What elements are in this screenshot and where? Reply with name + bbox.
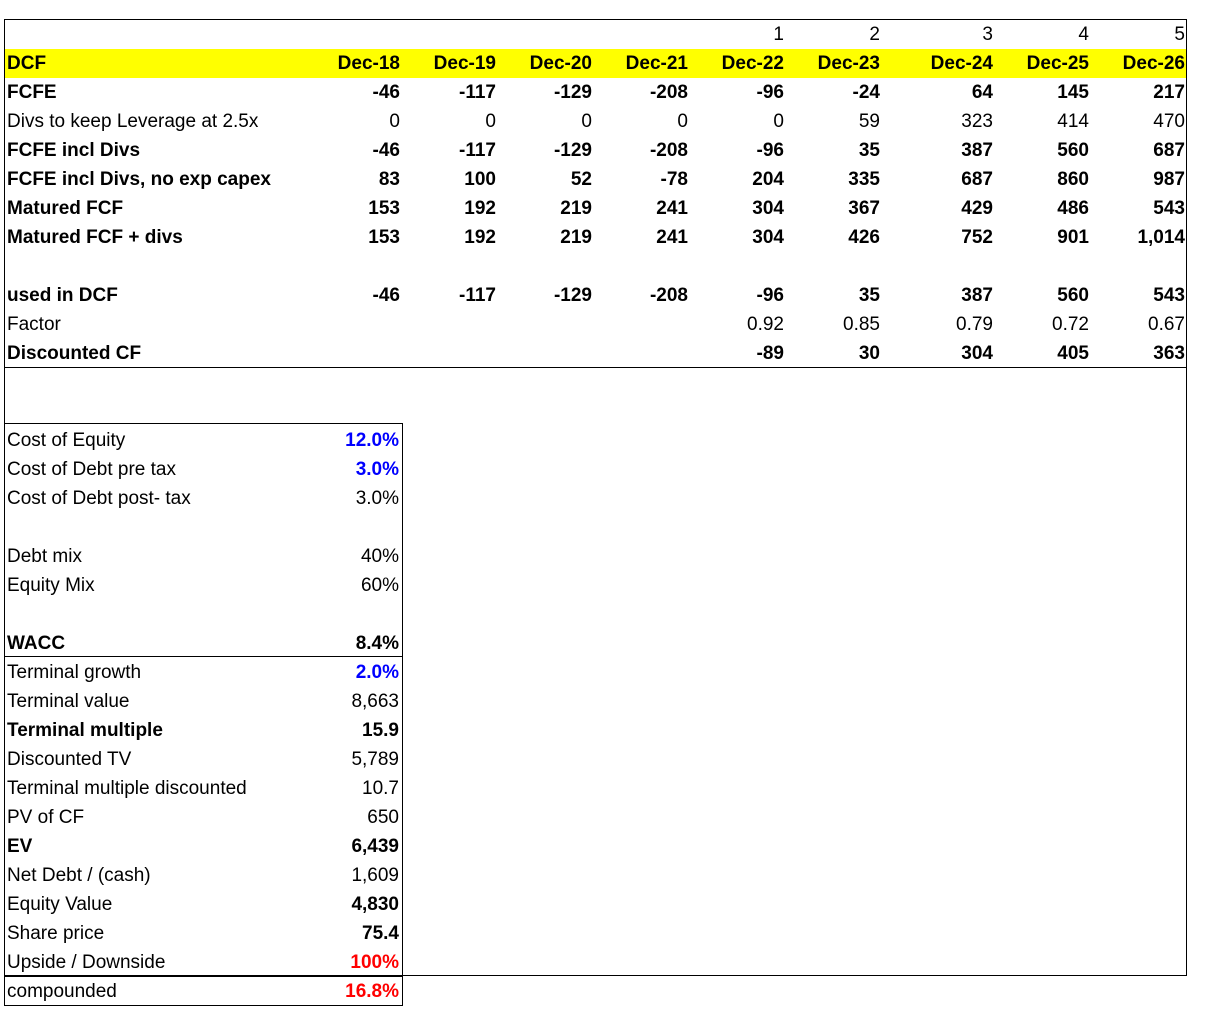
assumption-row	[5, 687, 402, 716]
cell-value: 987	[1153, 169, 1185, 190]
cell-value: 83	[378, 169, 400, 190]
dcf-row	[5, 78, 1186, 107]
cell-value: 0	[389, 111, 400, 132]
assumption-label: Equity Mix	[7, 575, 95, 596]
assumption-label: EV	[7, 836, 33, 857]
row-label: used in DCF	[7, 285, 118, 306]
row-label: Divs to keep Leverage at 2.5x	[7, 111, 259, 132]
cell-value: -208	[649, 285, 688, 306]
row-label: Discounted CF	[7, 343, 142, 364]
cell-value: 426	[848, 227, 880, 248]
period-number: 1	[773, 24, 784, 45]
cell-value: 560	[1057, 285, 1089, 306]
cell-value: 405	[1057, 343, 1089, 364]
assumption-row	[5, 861, 402, 890]
assumption-label: Terminal multiple	[7, 720, 163, 741]
dcf-row	[5, 107, 1186, 136]
dcf-header-row	[5, 49, 1186, 78]
period-number: 2	[869, 24, 880, 45]
cell-value: 687	[1153, 140, 1185, 161]
cell-value: -96	[756, 140, 784, 161]
cell-value: 486	[1057, 198, 1089, 219]
cell-value: -117	[459, 285, 496, 306]
assumption-value: 5,789	[351, 749, 399, 770]
assumption-value: 3.0%	[355, 488, 399, 509]
cell-value: 59	[858, 111, 880, 132]
cell-value: 304	[961, 343, 993, 364]
cell-value: 192	[464, 227, 496, 248]
cell-value: 0	[677, 111, 688, 132]
assumption-row	[5, 513, 402, 542]
dcf-row	[5, 223, 1186, 252]
assumption-label: Share price	[7, 923, 105, 944]
assumption-row	[5, 426, 402, 455]
assumption-value: 40%	[360, 546, 399, 567]
assumption-value: 4,830	[351, 894, 399, 915]
cell-value: -117	[459, 82, 496, 103]
cell-value: 304	[752, 198, 784, 219]
cell-value: -208	[649, 82, 688, 103]
assumption-row	[5, 542, 402, 571]
cell-value: 219	[560, 227, 592, 248]
column-header: Dec-20	[529, 53, 592, 74]
assumption-row	[5, 977, 402, 1006]
dcf-row	[5, 310, 1186, 339]
cell-value: -208	[649, 140, 688, 161]
column-header: Dec-21	[625, 53, 688, 74]
assumption-row	[5, 832, 402, 861]
cell-value: 0.67	[1148, 314, 1185, 335]
assumption-row	[5, 716, 402, 745]
cell-value: 35	[858, 140, 880, 161]
column-header: Dec-22	[721, 53, 784, 74]
cell-value: 241	[656, 198, 688, 219]
cell-value: 470	[1153, 111, 1185, 132]
cell-value: 0.92	[747, 314, 784, 335]
dcf-row	[5, 252, 1186, 281]
dcf-row	[5, 136, 1186, 165]
period-number: 3	[982, 24, 993, 45]
assumption-row	[5, 803, 402, 832]
assumption-value: 10.7	[362, 778, 399, 799]
assumption-row	[5, 629, 402, 658]
cell-value: 204	[752, 169, 784, 190]
cell-value: 100	[464, 169, 496, 190]
assumption-label: Terminal multiple discounted	[7, 778, 247, 799]
cell-value: -96	[756, 82, 784, 103]
assumption-row	[5, 455, 402, 484]
cell-value: 429	[961, 198, 993, 219]
cell-value: 35	[858, 285, 880, 306]
assumption-value: 3.0%	[355, 459, 399, 480]
assumption-value: 8,663	[351, 691, 399, 712]
assumption-label: Equity Value	[7, 894, 113, 915]
period-number: 5	[1174, 24, 1185, 45]
cell-value: 153	[368, 198, 400, 219]
assumption-label: Terminal growth	[7, 662, 142, 683]
period-number-row	[5, 20, 1186, 49]
cell-value: -129	[553, 82, 592, 103]
column-header: Dec-19	[433, 53, 496, 74]
cell-value: 64	[971, 82, 993, 103]
assumption-label: PV of CF	[7, 807, 85, 828]
assumption-value: 1,609	[351, 865, 399, 886]
dcf-row	[5, 194, 1186, 223]
cell-value: 387	[961, 285, 993, 306]
cell-value: 752	[961, 227, 993, 248]
assumption-label: Discounted TV	[7, 749, 132, 770]
cell-value: 335	[848, 169, 880, 190]
cell-value: -129	[553, 285, 592, 306]
assumption-value: 16.8%	[345, 981, 399, 1002]
cell-value: -46	[372, 140, 400, 161]
cell-value: 217	[1153, 82, 1185, 103]
cell-value: 0.72	[1052, 314, 1089, 335]
cell-value: -24	[852, 82, 880, 103]
cell-value: 560	[1057, 140, 1089, 161]
assumption-value: 60%	[360, 575, 399, 596]
row-label: Matured FCF + divs	[7, 227, 183, 248]
assumption-row	[5, 774, 402, 803]
period-number: 4	[1078, 24, 1089, 45]
assumption-label: compounded	[7, 981, 117, 1002]
assumption-value: 100%	[350, 952, 399, 973]
row-label: FCFE	[7, 82, 57, 103]
cell-value: 860	[1057, 169, 1089, 190]
dcf-row	[5, 281, 1186, 310]
cell-value: 0	[773, 111, 784, 132]
assumption-row	[5, 571, 402, 600]
assumption-label: WACC	[7, 633, 66, 654]
cell-value: 241	[656, 227, 688, 248]
assumption-label: Net Debt / (cash)	[7, 865, 151, 886]
cell-value: 30	[858, 343, 880, 364]
assumption-value: 2.0%	[355, 662, 399, 683]
cell-value: 0	[581, 111, 592, 132]
cell-value: 323	[961, 111, 993, 132]
cell-value: 153	[368, 227, 400, 248]
cell-value: 367	[848, 198, 880, 219]
cell-value: -78	[660, 169, 688, 190]
row-label: Factor	[7, 314, 61, 335]
dcf-row	[5, 165, 1186, 194]
assumption-value: 650	[367, 807, 399, 828]
cell-value: 414	[1057, 111, 1089, 132]
column-header: Dec-18	[337, 53, 400, 74]
cell-value: 52	[570, 169, 592, 190]
assumption-row	[5, 745, 402, 774]
assumption-row	[5, 484, 402, 513]
assumption-value: 15.9	[362, 720, 399, 741]
assumption-value: 12.0%	[345, 430, 399, 451]
row-label: FCFE incl Divs, no exp capex	[7, 169, 271, 190]
cell-value: -129	[553, 140, 592, 161]
assumption-row	[5, 919, 402, 948]
dcf-row	[5, 339, 1186, 368]
cell-value: 192	[464, 198, 496, 219]
cell-value: 687	[961, 169, 993, 190]
row-label: FCFE incl Divs	[7, 140, 141, 161]
assumption-value: 6,439	[351, 836, 399, 857]
cell-value: -89	[756, 343, 784, 364]
assumption-value: 8.4%	[355, 633, 399, 654]
assumption-label: Cost of Debt pre tax	[7, 459, 176, 480]
column-header: Dec-26	[1122, 53, 1185, 74]
cell-value: 901	[1057, 227, 1089, 248]
assumption-label: Upside / Downside	[7, 952, 166, 973]
assumption-label: Debt mix	[7, 546, 82, 567]
cell-value: 543	[1153, 285, 1185, 306]
cell-value: 0.85	[843, 314, 880, 335]
cell-value: -46	[372, 82, 400, 103]
dcf-header-label: DCF	[7, 53, 47, 74]
column-header: Dec-23	[817, 53, 880, 74]
cell-value: 1,014	[1137, 227, 1185, 248]
assumption-label: Terminal value	[7, 691, 130, 712]
row-label: Matured FCF	[7, 198, 124, 219]
cell-value: 145	[1057, 82, 1089, 103]
assumption-label: Cost of Equity	[7, 430, 126, 451]
column-header: Dec-25	[1026, 53, 1089, 74]
cell-value: -117	[459, 140, 496, 161]
cell-value: 0	[485, 111, 496, 132]
cell-value: 363	[1153, 343, 1185, 364]
column-header: Dec-24	[930, 53, 993, 74]
cell-value: 219	[560, 198, 592, 219]
assumption-value: 75.4	[362, 923, 399, 944]
cell-value: 543	[1153, 198, 1185, 219]
assumption-row	[5, 948, 402, 977]
assumption-row	[5, 658, 402, 687]
cell-value: -96	[756, 285, 784, 306]
cell-value: 0.79	[956, 314, 993, 335]
assumption-label: Cost of Debt post- tax	[7, 488, 191, 509]
cell-value: 387	[961, 140, 993, 161]
cell-value: 304	[752, 227, 784, 248]
cell-value: -46	[372, 285, 400, 306]
assumption-row	[5, 890, 402, 919]
assumption-row	[5, 600, 402, 629]
